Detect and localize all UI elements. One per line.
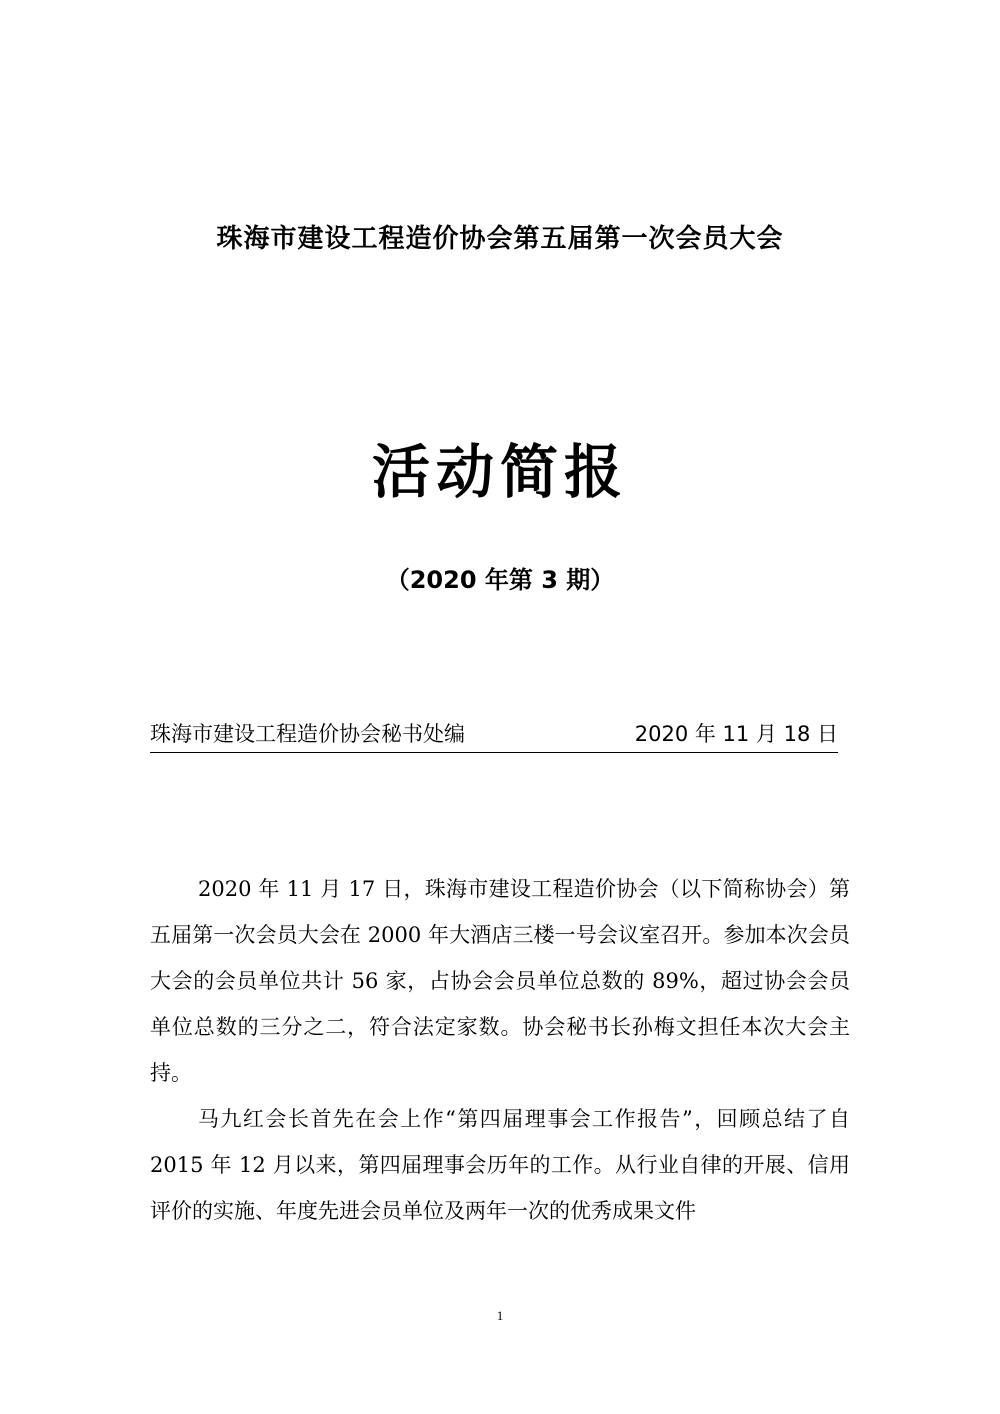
- document-title: 活动简报: [371, 438, 628, 506]
- body-text: [150, 866, 850, 1234]
- issue-number: （2020 年第 3 期）: [385, 566, 615, 594]
- paragraph: 马九红会长首先在会上作“第四届理事会工作报告”，回顾总结了自 2015 年 12 月以来，第四届理事会历年的工作。从行业自律的开展、信用评价的实施、年度先进会员单位及两年一次的优秀成果文件: [150, 1107, 850, 1223]
- editor-line: [150, 718, 838, 753]
- publish-date: 2020 年 11 月 18 日: [634, 722, 838, 746]
- paragraph: 2020 年 11 月 17 日，珠海市建设工程造价协会（以下简称协会）第五届第一次会员大会在 2000 年大酒店三楼一号会议室召开。参加本次会员大会的会员单位共计 56 家，占协会会员单位总数的 89%，超过协会会员单位总数的三分之二，符合法定家数。协会秘书长孙梅文担任本次大会主持。: [150, 877, 850, 1085]
- editor-name: 珠海市建设工程造价协会秘书处编: [150, 722, 465, 746]
- page-number: 1: [496, 1308, 504, 1323]
- conference-title: 珠海市建设工程造价协会第五届第一次会员大会: [216, 224, 784, 254]
